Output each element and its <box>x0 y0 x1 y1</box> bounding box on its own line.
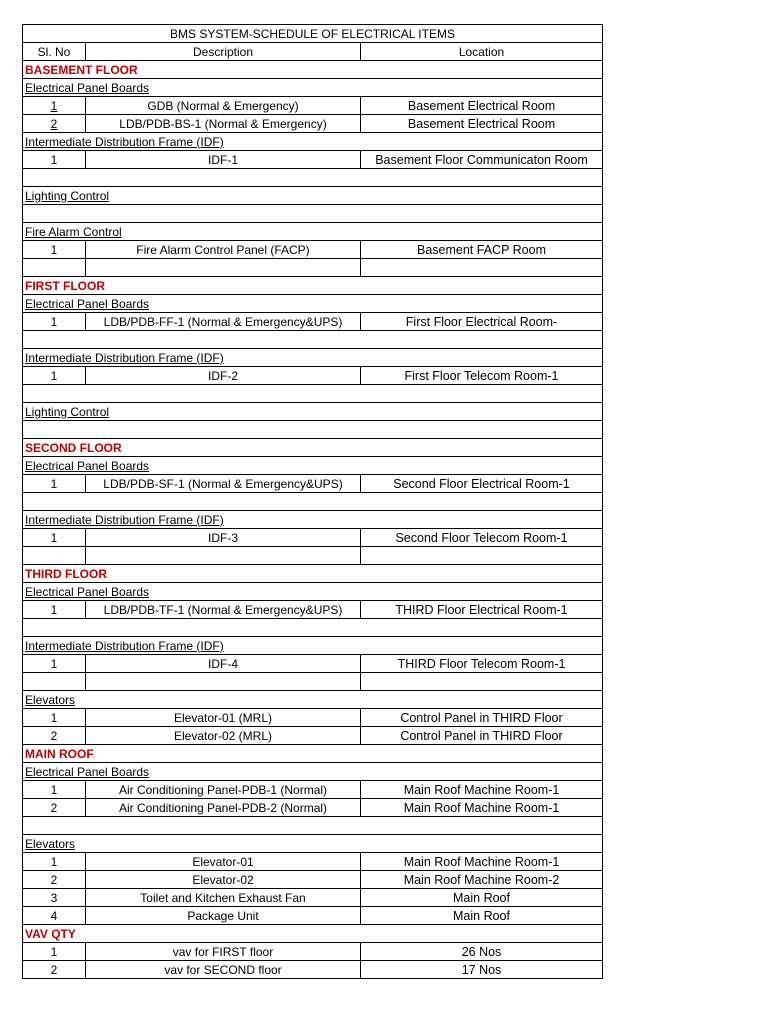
section-heading-row <box>23 835 603 853</box>
sl-no-cell: 3 <box>23 889 86 907</box>
sl-no-cell <box>23 259 86 277</box>
floor-heading-row <box>23 925 603 943</box>
section-heading: Intermediate Distribution Frame (IDF) <box>23 133 603 151</box>
location-cell <box>361 547 603 565</box>
section-heading-row <box>23 457 603 475</box>
table-row <box>23 727 603 745</box>
column-header-sl-no: Sl. No <box>23 43 86 61</box>
section-heading: Lighting Control <box>23 403 603 421</box>
sl-no-cell: 1 <box>23 241 86 259</box>
sl-no-cell: 2 <box>23 799 86 817</box>
section-heading-row <box>23 187 603 205</box>
table-row <box>23 529 603 547</box>
description-cell: Air Conditioning Panel-PDB-1 (Normal) <box>86 781 361 799</box>
description-cell: IDF-4 <box>86 655 361 673</box>
section-heading-row <box>23 349 603 367</box>
location-cell: Main Roof Machine Room-2 <box>361 871 603 889</box>
table-row <box>23 709 603 727</box>
sl-no-cell: 1 <box>23 655 86 673</box>
location-cell: Basement FACP Room <box>361 241 603 259</box>
location-cell: First Floor Telecom Room-1 <box>361 367 603 385</box>
blank-cell <box>23 817 603 835</box>
description-cell <box>86 673 361 691</box>
table-row <box>23 943 603 961</box>
location-cell: 26 Nos <box>361 943 603 961</box>
section-heading: Intermediate Distribution Frame (IDF) <box>23 637 603 655</box>
section-heading: Fire Alarm Control <box>23 223 603 241</box>
section-heading-row <box>23 691 603 709</box>
blank-row <box>23 331 603 349</box>
sl-no-cell: 1 <box>23 313 86 331</box>
sl-no-cell: 1 <box>23 367 86 385</box>
sl-no-cell: 4 <box>23 907 86 925</box>
section-heading: Lighting Control <box>23 187 603 205</box>
blank-cell <box>23 169 603 187</box>
table-row <box>23 799 603 817</box>
table-row <box>23 655 603 673</box>
location-cell <box>361 259 603 277</box>
sl-no-cell: 1 <box>23 943 86 961</box>
blank-row <box>23 817 603 835</box>
blank-row <box>23 619 603 637</box>
column-header-description: Description <box>86 43 361 61</box>
description-cell: Elevator-01 (MRL) <box>86 709 361 727</box>
location-cell: Main Roof Machine Room-1 <box>361 799 603 817</box>
location-cell: Main Roof Machine Room-1 <box>361 781 603 799</box>
blank-cell <box>23 331 603 349</box>
section-heading-row <box>23 295 603 313</box>
sl-no-cell: 1 <box>23 529 86 547</box>
location-cell: Control Panel in THIRD Floor <box>361 709 603 727</box>
floor-heading: MAIN ROOF <box>23 745 603 763</box>
description-cell: Elevator-01 <box>86 853 361 871</box>
location-cell: THIRD Floor Electrical Room-1 <box>361 601 603 619</box>
section-heading-row <box>23 133 603 151</box>
description-cell: LDB/PDB-SF-1 (Normal & Emergency&UPS) <box>86 475 361 493</box>
table-row <box>23 367 603 385</box>
section-heading: Elevators <box>23 691 603 709</box>
location-cell <box>361 673 603 691</box>
location-cell: Second Floor Electrical Room-1 <box>361 475 603 493</box>
description-cell: IDF-1 <box>86 151 361 169</box>
description-cell: vav for SECOND floor <box>86 961 361 979</box>
floor-heading: SECOND FLOOR <box>23 439 603 457</box>
blank-row <box>23 385 603 403</box>
sl-no-cell: 1 <box>23 97 86 115</box>
description-cell <box>86 547 361 565</box>
table-row <box>23 871 603 889</box>
blank-cell <box>23 493 603 511</box>
sl-no-cell: 2 <box>23 727 86 745</box>
sl-no-cell: 2 <box>23 961 86 979</box>
blank-cell <box>23 385 603 403</box>
table-row <box>23 313 603 331</box>
description-cell: vav for FIRST floor <box>86 943 361 961</box>
floor-heading-row <box>23 565 603 583</box>
location-cell: Basement Floor Communicaton Room <box>361 151 603 169</box>
description-cell: LDB/PDB-BS-1 (Normal & Emergency) <box>86 115 361 133</box>
table-row <box>23 781 603 799</box>
sl-no-cell: 1 <box>23 601 86 619</box>
table-row <box>23 601 603 619</box>
location-cell: Basement Electrical Room <box>361 97 603 115</box>
section-heading-row <box>23 583 603 601</box>
floor-heading: FIRST FLOOR <box>23 277 603 295</box>
description-cell <box>86 259 361 277</box>
sl-no-cell <box>23 547 86 565</box>
section-heading: Electrical Panel Boards <box>23 583 603 601</box>
section-heading-row <box>23 79 603 97</box>
location-cell: Main Roof Machine Room-1 <box>361 853 603 871</box>
description-cell: Elevator-02 <box>86 871 361 889</box>
description-cell: LDB/PDB-FF-1 (Normal & Emergency&UPS) <box>86 313 361 331</box>
section-heading-row <box>23 763 603 781</box>
description-cell: Elevator-02 (MRL) <box>86 727 361 745</box>
floor-heading: VAV QTY <box>23 925 603 943</box>
description-cell: Air Conditioning Panel-PDB-2 (Normal) <box>86 799 361 817</box>
table-row <box>23 907 603 925</box>
sl-no-cell: 1 <box>23 151 86 169</box>
location-cell: Basement Electrical Room <box>361 115 603 133</box>
blank-cell <box>23 205 603 223</box>
table-row <box>23 889 603 907</box>
section-heading-row <box>23 637 603 655</box>
table-row <box>23 673 603 691</box>
location-cell: Second Floor Telecom Room-1 <box>361 529 603 547</box>
table-row <box>23 115 603 133</box>
description-cell: LDB/PDB-TF-1 (Normal & Emergency&UPS) <box>86 601 361 619</box>
section-heading: Electrical Panel Boards <box>23 763 603 781</box>
sl-no-cell: 2 <box>23 871 86 889</box>
description-cell: Package Unit <box>86 907 361 925</box>
location-cell: Control Panel in THIRD Floor <box>361 727 603 745</box>
blank-row <box>23 205 603 223</box>
blank-cell <box>23 619 603 637</box>
table-row <box>23 151 603 169</box>
section-heading: Intermediate Distribution Frame (IDF) <box>23 349 603 367</box>
floor-heading-row <box>23 61 603 79</box>
sl-no-cell: 1 <box>23 475 86 493</box>
section-heading-row <box>23 511 603 529</box>
sl-no-cell: 1 <box>23 781 86 799</box>
table-row <box>23 259 603 277</box>
description-cell: GDB (Normal & Emergency) <box>86 97 361 115</box>
floor-heading: THIRD FLOOR <box>23 565 603 583</box>
floor-heading-row <box>23 439 603 457</box>
section-heading: Intermediate Distribution Frame (IDF) <box>23 511 603 529</box>
description-cell: IDF-2 <box>86 367 361 385</box>
section-heading: Elevators <box>23 835 603 853</box>
location-cell: First Floor Electrical Room- <box>361 313 603 331</box>
table-row <box>23 547 603 565</box>
floor-heading: BASEMENT FLOOR <box>23 61 603 79</box>
blank-row <box>23 493 603 511</box>
section-heading: Electrical Panel Boards <box>23 79 603 97</box>
location-cell: 17 Nos <box>361 961 603 979</box>
table-title-row <box>23 25 603 43</box>
sl-no-cell: 1 <box>23 709 86 727</box>
table-row <box>23 241 603 259</box>
table-row <box>23 961 603 979</box>
table-row <box>23 853 603 871</box>
location-cell: Main Roof <box>361 907 603 925</box>
section-heading: Electrical Panel Boards <box>23 457 603 475</box>
column-header-location: Location <box>361 43 603 61</box>
table-row <box>23 475 603 493</box>
description-cell: Toilet and Kitchen Exhaust Fan <box>86 889 361 907</box>
blank-row <box>23 421 603 439</box>
sl-no-cell: 2 <box>23 115 86 133</box>
table-title: BMS SYSTEM-SCHEDULE OF ELECTRICAL ITEMS <box>23 25 603 43</box>
location-cell: THIRD Floor Telecom Room-1 <box>361 655 603 673</box>
section-heading: Electrical Panel Boards <box>23 295 603 313</box>
section-heading-row <box>23 403 603 421</box>
blank-cell <box>23 421 603 439</box>
floor-heading-row <box>23 745 603 763</box>
floor-heading-row <box>23 277 603 295</box>
table-row <box>23 97 603 115</box>
electrical-schedule-table <box>22 24 603 979</box>
section-heading-row <box>23 223 603 241</box>
column-header-row <box>23 43 603 61</box>
sl-no-cell <box>23 673 86 691</box>
description-cell: Fire Alarm Control Panel (FACP) <box>86 241 361 259</box>
description-cell: IDF-3 <box>86 529 361 547</box>
sl-no-cell: 1 <box>23 853 86 871</box>
blank-row <box>23 169 603 187</box>
location-cell: Main Roof <box>361 889 603 907</box>
